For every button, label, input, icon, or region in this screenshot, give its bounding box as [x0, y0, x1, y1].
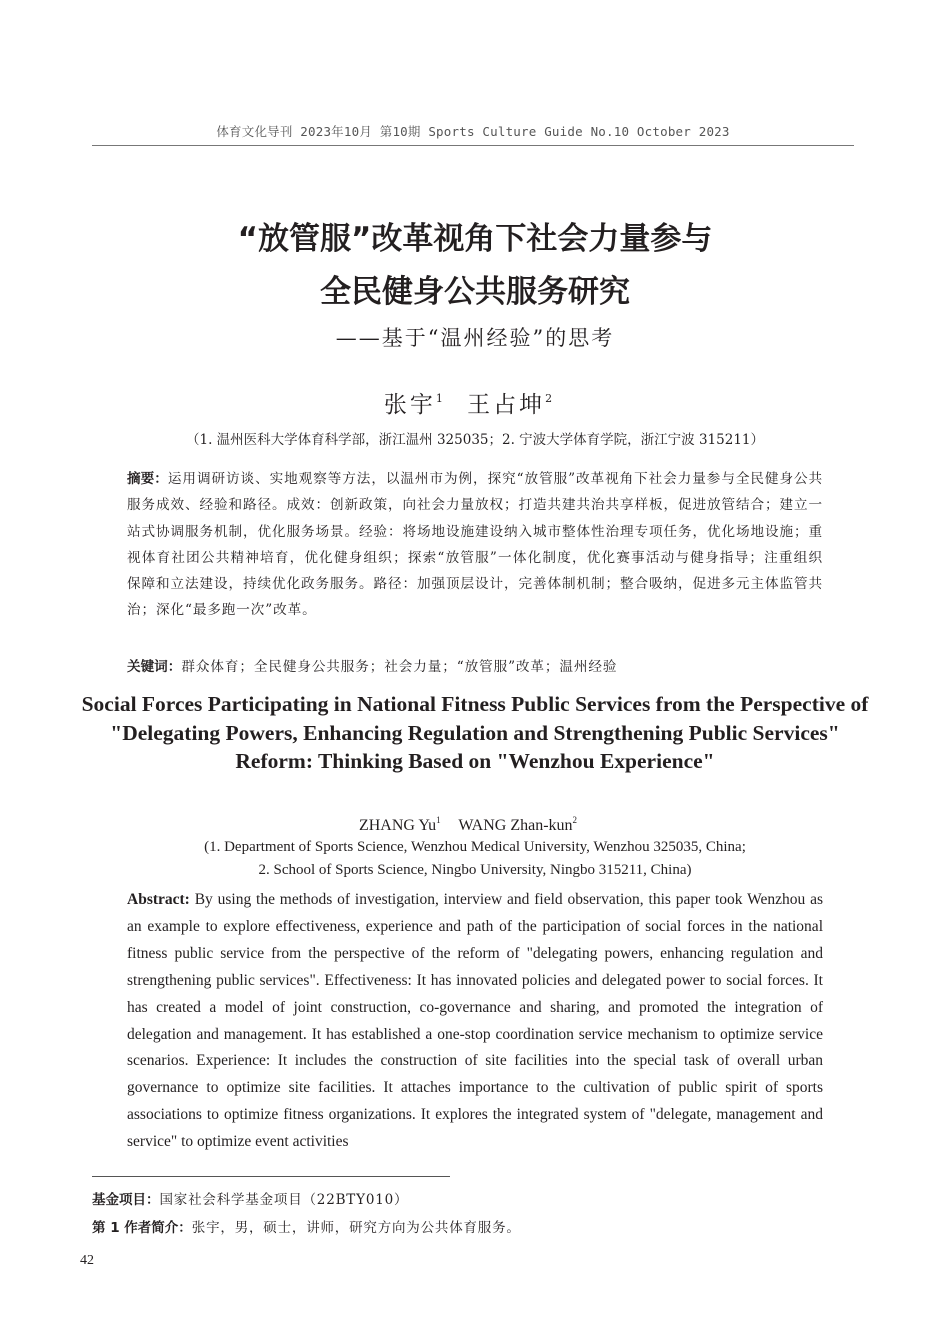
abstract-cn-label: 摘要：	[127, 471, 168, 487]
author-affil-mark: 1	[435, 392, 443, 405]
author-affil-mark: 2	[572, 815, 578, 825]
authors-cn	[60, 386, 890, 419]
author-name-en: WANG Zhan-kun	[458, 817, 573, 834]
abstract-en-text: By using the methods of investigation, interview and field observation, this paper took Wenzhou as an example to explore effectiveness, experience and path of the participation of social forces in the national fitness public service from the perspective of the reform of "delegating powers, enhancing regulation and strengthening public services". Effectiveness: It has innovated policies and delegated power to social forces. It has created a model of joint construction, co-governance and sharing, and promoted the integration of delegation and management. It has established a one-stop coordination service mechanism to optimize service scenarios. Experience: It includes the construction of site facilities into the special task of overall urban governance to optimize site facilities. It attaches importance to the cultivation of public spirit of sports associations to optimize fitness organizations. It explores the integrated system of "delegate, management and service" to optimize event activities	[127, 891, 823, 1151]
affiliation-cn: （1. 温州医科大学体育科学部，浙江温州 325035；2. 宁波大学体育学院，浙江宁波 315211）	[186, 432, 764, 448]
keywords-cn-label: 关键词：	[127, 659, 182, 675]
keywords-cn-text: 群众体育；全民健身公共服务；社会力量；“放管服”改革；温州经验	[181, 659, 618, 675]
abstract-en-label: Abstract:	[127, 891, 190, 908]
author-name-en: ZHANG Yu	[358, 817, 437, 834]
english-title: Social Forces Participating in National Fitness Public Services from the Perspective of "Delegating Powers, Enhancing Regulation and Strengthening Public Services" Reform: Thinking Based on "Wenzhou Experience"	[81, 692, 869, 773]
abstract-cn-text: 运用调研访谈、实地观察等方法，以温州市为例，探究“放管服”改革视角下社会力量参与全民健身公共服务成效、经验和路径。成效：创新政策，向社会力量放权；打造共建共治共享样板，促进放管结合；建立一站式协调服务机制，优化服务场景。经验：将场地设施建设纳入城市整体性治理专项任务，优化场地设施；重视体育社团公共精神培育，优化健身组织；探索“放管服”一体化制度，优化赛事活动与健身指导；注重组织保障和立法建设，持续优化政务服务。路径：加强顶层设计，完善体制机制；整合吸纳，促进多元主体监管共治；深化“最多跑一次”改革。	[127, 471, 824, 619]
author-note-text: 张宇，男，硕士，讲师，研究方向为公共体育服务。	[191, 1220, 521, 1236]
authors-en	[60, 815, 890, 835]
author-note-label: 第 1 作者简介：	[92, 1220, 192, 1236]
abstract-cn	[127, 466, 823, 624]
running-header: 体育文化导刊 2023年10月 第10期 Sports Culture Guide No.10 October 2023	[216, 124, 730, 139]
title-line-2: 全民健身公共服务研究	[320, 274, 630, 310]
author-affil-mark: 2	[545, 392, 553, 405]
page-number: 42	[80, 1253, 94, 1268]
keywords-cn	[127, 654, 823, 680]
author-name: 张宇	[383, 392, 436, 418]
footnote-divider	[92, 1176, 450, 1177]
affiliation-en-line-2: 2. School of Sports Science, Ningbo University, Ningbo 315211, China)	[258, 862, 692, 878]
abstract-en	[127, 887, 823, 1156]
fund-text: 国家社会科学基金项目（22BTY010）	[159, 1192, 409, 1208]
header-divider	[92, 145, 854, 146]
author-affil-mark: 1	[436, 815, 441, 825]
fund-label: 基金项目：	[92, 1192, 160, 1208]
affiliation-en-line-1: (1. Department of Sports Science, Wenzhou Medical University, Wenzhou 325035, China;	[204, 839, 746, 855]
subtitle: ——基于“温州经验”的思考	[335, 326, 615, 350]
title-line-1: “放管服”改革视角下社会力量参与	[237, 221, 713, 257]
author-note	[92, 1216, 852, 1236]
author-name: 王占坤	[467, 392, 546, 418]
fund-note	[92, 1188, 852, 1208]
